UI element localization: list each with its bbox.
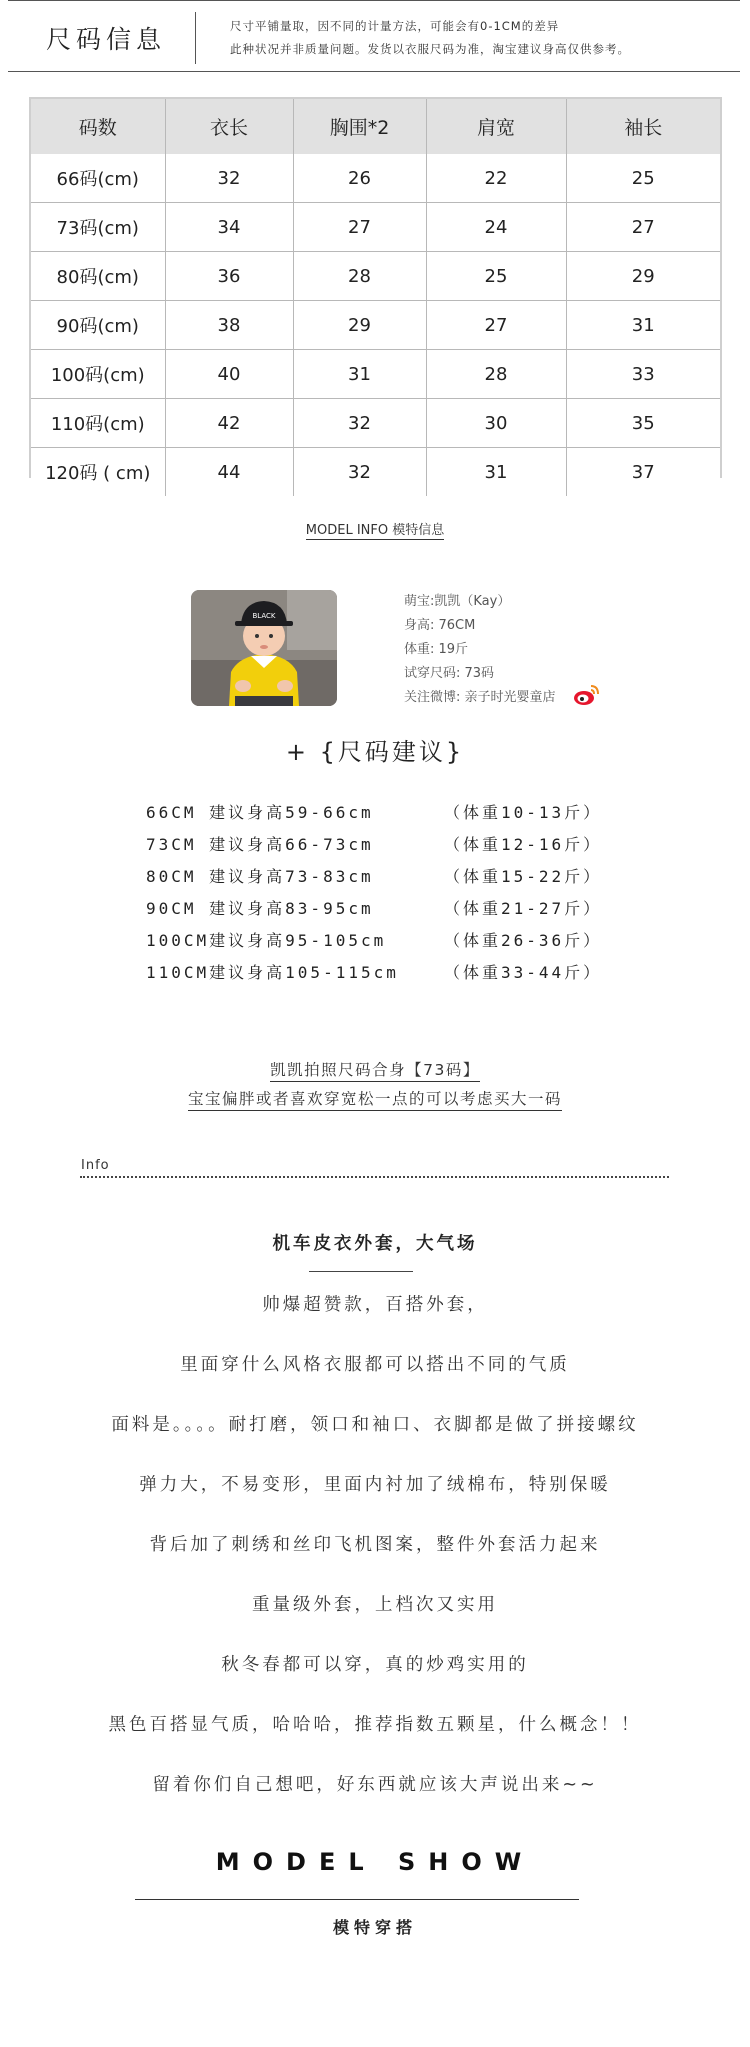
model-name: 萌宝:凯凯（Kay）: [404, 594, 511, 609]
cell-length: 32: [165, 154, 293, 203]
info-dotted-rule: [80, 1176, 669, 1178]
header-cell-sleeve: 袖长: [566, 99, 720, 154]
cell-sleeve: 33: [566, 350, 720, 399]
suggestion-weight: （体重21-27斤）: [444, 899, 603, 918]
header-top-rule: [8, 0, 740, 1]
suggestion-weight: （体重26-36斤）: [444, 931, 603, 950]
cell-shoulder: 25: [426, 252, 566, 301]
table-row: [31, 203, 720, 252]
header-bottom-rule: [8, 71, 740, 72]
cap-text: BLACK: [252, 612, 276, 620]
suggestion-weight: （体重15-22斤）: [444, 867, 603, 886]
cell-length: 42: [165, 399, 293, 448]
model-info-title-text: MODEL INFO 模特信息: [305, 523, 445, 538]
table-row: [31, 448, 720, 497]
suggestion-row: [146, 960, 603, 983]
suggestion-row: [146, 800, 603, 823]
description-line: 里面穿什么风格衣服都可以搭出不同的气质: [180, 1355, 570, 1375]
fit-note-line1-text: 凯凯拍照尺码合身【73码】: [270, 1061, 480, 1082]
model-show-subtitle: 模特穿搭: [332, 1918, 417, 1937]
table-row: [31, 399, 720, 448]
suggestion-row: [146, 832, 603, 855]
size-info-header: [0, 0, 750, 72]
cell-chest: 32: [293, 448, 426, 497]
fit-note-line2: [0, 1087, 750, 1109]
cell-shoulder: 24: [426, 203, 566, 252]
suggestion-weight: （体重33-44斤）: [444, 963, 603, 982]
cell-chest: 27: [293, 203, 426, 252]
cell-chest: 29: [293, 301, 426, 350]
table-row: [31, 301, 720, 350]
model-show-title: MODEL SHOW: [215, 1848, 535, 1876]
description-line: 黑色百搭显气质，哈哈哈，推荐指数五颗星，什么概念！！: [108, 1715, 642, 1735]
model-show-rule: [135, 1899, 579, 1900]
table-row: [31, 252, 720, 301]
header-cell-chest: 胸围*2: [293, 99, 426, 154]
description-line: 留着你们自己想吧，好东西就应该大声说出来~~: [152, 1775, 598, 1795]
cell-sleeve: 25: [566, 154, 720, 203]
header-cell-size: 码数: [31, 99, 165, 154]
size-suggestion-title: + {尺码建议}: [285, 738, 465, 766]
cell-sleeve: 37: [566, 448, 720, 497]
suggestion-size: 110CM建议身高105-115cm: [146, 963, 399, 982]
model-height: 身高: 76CM: [404, 618, 476, 633]
cell-shoulder: 27: [426, 301, 566, 350]
row-size-label: 73码(cm): [31, 203, 165, 252]
suggestion-size: 73CM 建议身高66-73cm: [146, 835, 374, 854]
size-table-header-row: [31, 99, 720, 154]
model-info-title: [0, 519, 750, 538]
description-line: 重量级外套，上档次又实用: [252, 1595, 498, 1615]
model-info-details: [404, 590, 556, 710]
cell-shoulder: 22: [426, 154, 566, 203]
suggestion-row: [146, 896, 603, 919]
model-photo-illustration: [191, 590, 337, 706]
header-divider: [195, 12, 196, 64]
cell-sleeve: 35: [566, 399, 720, 448]
cell-length: 44: [165, 448, 293, 497]
cell-chest: 26: [293, 154, 426, 203]
suggestion-size: 66CM 建议身高59-66cm: [146, 803, 374, 822]
row-size-label: 120码 ( cm): [31, 448, 165, 497]
cell-length: 40: [165, 350, 293, 399]
cell-length: 38: [165, 301, 293, 350]
description-line: 帅爆超赞款，百搭外套，: [262, 1295, 488, 1315]
suggestion-size: 80CM 建议身高73-83cm: [146, 867, 374, 886]
description-line: 秋冬春都可以穿，真的炒鸡实用的: [221, 1655, 529, 1675]
cell-shoulder: 31: [426, 448, 566, 497]
header-note-line1: 尺寸平铺量取，因不同的计量方法，可能会有0-1CM的差异: [230, 19, 560, 33]
cell-length: 36: [165, 252, 293, 301]
model-weight: 体重: 19斤: [404, 642, 469, 657]
header-title: 尺码信息: [46, 25, 167, 54]
suggestion-weight: （体重10-13斤）: [444, 803, 603, 822]
table-row: [31, 154, 720, 203]
cell-sleeve: 31: [566, 301, 720, 350]
cell-sleeve: 27: [566, 203, 720, 252]
row-size-label: 100码(cm): [31, 350, 165, 399]
info-label: Info: [81, 1158, 110, 1173]
cell-shoulder: 30: [426, 399, 566, 448]
model-weibo: 关注微博: 亲子时光婴童店: [404, 690, 556, 705]
weibo-icon: [573, 684, 599, 706]
suggestion-size: 90CM 建议身高83-95cm: [146, 899, 374, 918]
suggestion-weight: （体重12-16斤）: [444, 835, 603, 854]
cell-chest: 28: [293, 252, 426, 301]
suggestion-size: 100CM建议身高95-105cm: [146, 931, 387, 950]
row-size-label: 110码(cm): [31, 399, 165, 448]
description-title: 机车皮衣外套，大气场: [272, 1234, 478, 1254]
cell-chest: 31: [293, 350, 426, 399]
description-title-rule: [309, 1271, 413, 1272]
fit-note-line2-text: 宝宝偏胖或者喜欢穿宽松一点的可以考虑买大一码: [188, 1090, 562, 1111]
cell-chest: 32: [293, 399, 426, 448]
fit-note-line1: [0, 1058, 750, 1080]
suggestion-row: [146, 928, 603, 951]
description-line: 面料是。。。。耐打磨，领口和袖口、衣脚都是做了拼接螺纹: [111, 1415, 639, 1435]
row-size-label: 90码(cm): [31, 301, 165, 350]
header-cell-length: 衣长: [165, 99, 293, 154]
row-size-label: 66码(cm): [31, 154, 165, 203]
cell-shoulder: 28: [426, 350, 566, 399]
cell-length: 34: [165, 203, 293, 252]
model-photo: [191, 590, 337, 706]
header-cell-shoulder: 肩宽: [426, 99, 566, 154]
suggestion-row: [146, 864, 603, 887]
size-table: [29, 97, 722, 484]
table-row: [31, 350, 720, 399]
description-line: 背后加了刺绣和丝印飞机图案，整件外套活力起来: [149, 1535, 601, 1555]
row-size-label: 80码(cm): [31, 252, 165, 301]
header-note-line2: 此种状况并非质量问题。发货以衣服尺码为准，淘宝建议身高仅供参考。: [230, 42, 630, 56]
model-trial-size: 试穿尺码: 73码: [404, 666, 495, 681]
description-line: 弹力大，不易变形，里面内衬加了绒棉布，特别保暖: [139, 1475, 611, 1495]
cell-sleeve: 29: [566, 252, 720, 301]
